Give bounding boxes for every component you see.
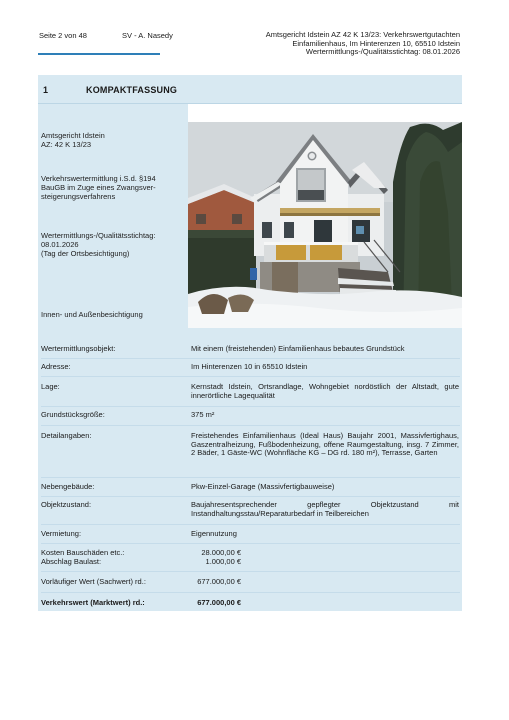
row-label: Kosten Bauschäden etc.: <box>41 548 125 557</box>
row-divider <box>41 425 460 426</box>
row-value: Baujahresentsprechender gepflegter Objektzustand mit Instandhaltungsstau/Reparaturbedarf in Teilbereichen <box>191 500 459 518</box>
row-label: Detailangaben: <box>41 431 92 440</box>
row-label: Verkehrswert (Marktwert) rd.: <box>41 598 145 607</box>
row-divider <box>41 543 460 544</box>
header-line-2: Einfamilienhaus, Im Hinterenzen 10, 65510 Idstein <box>292 38 460 48</box>
row-divider <box>41 358 460 359</box>
section-number: 1 <box>43 85 49 95</box>
row-label: Lage: <box>41 382 60 391</box>
page-number: Seite 2 von 48 <box>39 31 87 40</box>
court-name: Amtsgericht Idstein <box>41 131 105 140</box>
house-photo <box>188 122 462 328</box>
row-value: Freistehendes Einfamilienhaus (Ideal Haus) Baujahr 2001, Massivfertighaus, Gaszentralheizung, Fußbodenheizung, offene Raumgestaltung, insg. 7 Zimmer, 2 Bäder, 1 Gäste-WC (Wohnfläche KG – DG rd. 180 m²), Terrasse, Garten <box>191 431 459 458</box>
page-header <box>0 30 509 60</box>
row-label: Grundstücksgröße: <box>41 410 105 419</box>
row-value: Im Hinterenzen 10 in 65510 Idstein <box>191 362 308 371</box>
header-case-info <box>266 31 460 57</box>
row-label: Vorläufiger Wert (Sachwert) rd.: <box>41 577 146 586</box>
row-divider <box>41 496 460 497</box>
row-value: 677.000,00 € <box>197 577 241 586</box>
row-value: Eigennutzung <box>191 529 237 538</box>
header-line-1: Amtsgericht Idstein AZ 42 K 13/23: Verkehrswertgutachten <box>265 30 460 39</box>
row-value: Pkw-Einzel-Garage (Massivfertigbauweise) <box>191 482 335 491</box>
purpose-line-1: Verkehrswertermittlung i.S.d. §194 <box>41 174 156 183</box>
row-label: Adresse: <box>41 362 71 371</box>
valuation-date: 08.01.2026 <box>41 240 79 249</box>
case-number: AZ: 42 K 13/23 <box>41 140 92 149</box>
valuation-date-label: Wertermittlungs-/Qualitätsstichtag: <box>41 231 156 240</box>
inspection-type: Innen- und Außenbesichtigung <box>41 310 143 319</box>
row-value: Mit einem (freistehenden) Einfamilienhaus bebautes Grundstück <box>191 344 405 353</box>
row-divider <box>41 571 460 572</box>
row-label: Objektzustand: <box>41 500 92 509</box>
row-value: 28.000,00 € <box>201 548 241 557</box>
row-label: Nebengebäude: <box>41 482 95 491</box>
row-divider <box>41 592 460 593</box>
row-value: 1.000,00 € <box>205 557 241 566</box>
header-line-3: Wertermittlungs-/Qualitätsstichtag: 08.01.2026 <box>305 47 460 56</box>
row-label: Abschlag Baulast: <box>41 557 102 566</box>
row-divider <box>41 406 460 407</box>
section-heading <box>38 75 462 104</box>
valuation-date-note: (Tag der Ortsbesichtigung) <box>41 249 130 258</box>
row-value: 375 m² <box>191 410 215 419</box>
row-label: Wertermittlungsobjekt: <box>41 344 116 353</box>
header-accent-line <box>38 53 160 55</box>
section-title: KOMPAKTFASSUNG <box>86 85 178 95</box>
row-divider <box>41 524 460 525</box>
row-value: 677.000,00 € <box>197 598 241 607</box>
summary-left-panel <box>38 104 188 328</box>
summary-table <box>38 328 462 611</box>
expert-name: SV - A. Nasedy <box>122 31 173 40</box>
purpose-line-2: BauGB im Zuge eines Zwangsver- <box>41 183 156 192</box>
row-divider <box>41 376 460 377</box>
row-label: Vermietung: <box>41 529 82 538</box>
row-divider <box>41 477 460 478</box>
purpose-line-3: steigerungsverfahrens <box>41 192 116 201</box>
row-value: Kernstadt Idstein, Ortsrandlage, Wohngebiet nordöstlich der Altstadt, gute innerörtliche Lagequalität <box>191 382 459 400</box>
